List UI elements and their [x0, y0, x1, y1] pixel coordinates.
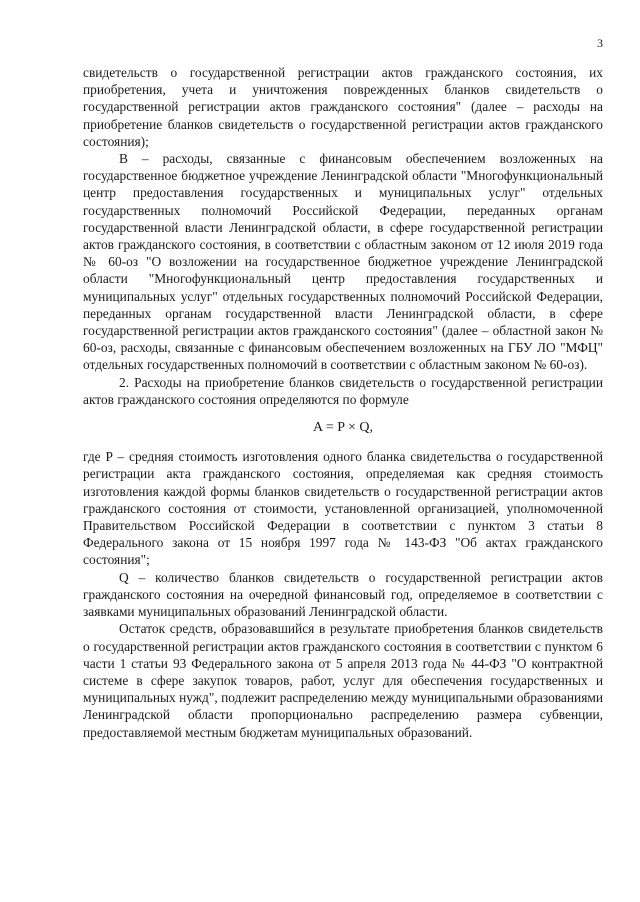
page-number: 3	[597, 36, 603, 50]
paragraph-continuation: свидетельств о государственной регистрации актов гражданского состояния, их приобретения, учета и уничтожения поврежденных бланков свидетельств о государственной регистрации актов гражданского состояния" (далее – расходы на приобретение бланков свидетельств о государственной регистрации актов гражданского состояния);	[83, 65, 603, 149]
paragraph-item-2: 2. Расходы на приобретение бланков свидетельств о государственной регистрации актов гражданского состояния определяются по формуле	[83, 374, 603, 407]
paragraph-b-definition: B – расходы, связанные с финансовым обеспечением возложенных на государственное бюджетное учреждение Ленинградской области "Многофункциональный центр предоставления государственных и муниципальных услуг" отдельных государственных полномочий Российской Федерации, переданных органам государственной власти Ленинградской области, в сфере государственной регистрации актов гражданского состояния, в соответствии с областным законом от 12 июля 2019 года № 60-оз "О возложении на государственное бюджетное учреждение Ленинградской области "Многофункциональный центр предоставления государственных и муниципальных услуг" отдельных государственных полномочий Российской Федерации, переданных органам государственной власти Ленинградской области, в сфере государственной регистрации актов гражданского состояния" (далее – областной закон № 60-оз, расходы, связанные с финансовым обеспечением возложенных на ГБУ ЛО "МФЦ" отдельных государственных полномочий в соответствии с областным законом № 60-оз).	[83, 151, 603, 373]
document-body	[83, 64, 603, 741]
paragraph-q-definition: Q – количество бланков свидетельств о государственной регистрации актов гражданского состояния на очередной финансовый год, определяемое в соответствии с заявками муниципальных образований Ленинградской области.	[83, 569, 603, 620]
paragraph-p-definition: где P – средняя стоимость изготовления одного бланка свидетельства о государственной регистрации акта гражданского состояния, определяемая как средняя стоимость изготовления каждой формы бланков свидетельств о государственной регистрации актов гражданского состояния от стоимости, установленной организацией, уполномоченной Правительством Российской Федерации в соответствии с пунктом 3 статьи 8 Федерального закона от 15 ноября 1997 года № 143-ФЗ "Об актах гражданского состояния";	[83, 449, 603, 568]
paragraph-remaining-funds: Остаток средств, образовавшийся в результате приобретения бланков свидетельств о государственной регистрации актов гражданского состояния в соответствии с пунктом 6 части 1 статьи 93 Федерального закона от 5 апреля 2013 года № 44-ФЗ "О контрактной системе в сфере закупок товаров, работ, услуг для обеспечения государственных и муниципальных нужд", подлежит распределению между муниципальными образованиями Ленинградской области пропорционально распределению размера субвенции, предоставляемой местным бюджетам муниципальных образований.	[83, 621, 603, 740]
formula: A = P × Q,	[312, 420, 373, 436]
